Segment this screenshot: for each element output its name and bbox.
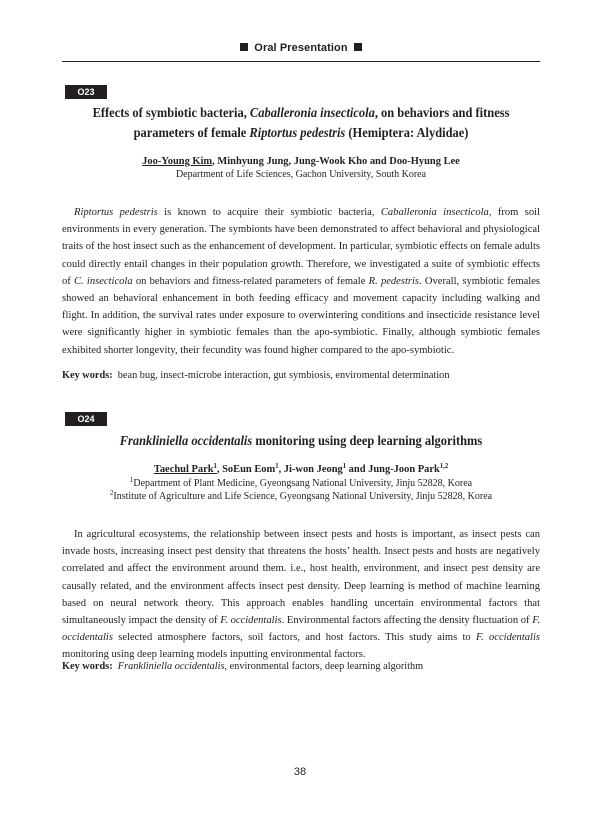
presenting-author: Joo-Young Kim — [142, 155, 213, 167]
abstract-title: Frankliniella occidentalis monitoring using deep learning algorithms — [119, 433, 483, 448]
square-bullet-icon — [240, 43, 248, 51]
section-header — [62, 42, 540, 54]
affiliation: $^1$Department of Plant Medicine, Gyeongsang National University, Jinju 52828, Korea — [129, 476, 473, 489]
keywords-label: Key words: — [62, 370, 113, 381]
keywords: Key words: bean bug, insect-microbe interaction, gut symbiosis, enviromental determination — [62, 370, 450, 381]
affiliation: Department of Life Sciences, Gachon University, South Korea — [175, 169, 427, 180]
header-divider — [62, 61, 540, 62]
presenting-author: Taechul Park$^1$ — [153, 462, 217, 475]
abstract-title: Effects of symbiotic bacteria, Caballeronia insecticola, on behaviors and fitness parameters of female Riptortus pedestris (Hemiptera: Alydidae) — [92, 105, 510, 140]
keywords-label: Key words: — [62, 661, 113, 672]
author-list: Joo-Young Kim, Minhyung Jung, Jung-Wook Kho and Doo-Hyung Lee — [142, 155, 460, 167]
section-header-label: Oral Presentation — [254, 42, 348, 54]
abstract-body: In agricultural ecosystems, the relationship between insect pests and hosts is important, as insect pests can invade hosts, increasing insect pest density that threatens the hosts’ health. Insect pests and hosts are negatively correlated and affect the environment around them. i.e., host health, environment, and insect pest density are causally related, and the environment affects insect pest density. Deep learning is method of machine learning based on neural network theory. This approach enables handling uncertain environmental factors that simultaneously impact the density of F. occidentalis. Environmental factors affecting the density fluctuation of F. occidentalis selected atmosphere factors, soil factors, and host factors. This study aims to F. occidentalis monitoring using deep learning models inputting environmental factors. — [62, 529, 541, 661]
abstract-body: Riptortus pedestris is known to acquire their symbiotic bacteria, Caballeronia insecticola, from soil environments in every generation. The symbionts have been demonstrated to affect behavioral and physiological traits of the host insect such as the enhancement of development. In particular, symbiotic effects on female adults could directly entail changes in their population growth. Therefore, we investigated a suite of symbiotic effects of C. insecticola on behaviors and fitness-related parameters of female R. pedestris. Overall, symbiotic females showed an behavioral enhancement in both feeding efficacy and movement capacity including walking and flight. In addition, the survival rates under exposure to overwintering conditions and insecticide resistance level were significantly higher in symbiotic females than the apo-symbiotic. Finally, although symbiotic females exhibited shorter longevity, their fecundity was found higher compared to the apo-symbiotic. — [62, 207, 541, 356]
affiliation: $^2$Institute of Agriculture and Life Science, Gyeongsang National University, Jinju 52828, Korea — [109, 489, 493, 502]
abstract-id-badge: O23 — [65, 85, 107, 99]
square-bullet-icon — [354, 43, 362, 51]
abstract-id-badge: O24 — [65, 412, 107, 426]
keywords: Key words: Frankliniella occidentalis, environmental factors, deep learning algorithm — [62, 661, 424, 672]
author-list: Taechul Park$^1$, SoEun Eom$^1$, Ji-won Jeong$^1$ and Jung-Joon Park$^{1,2}$ — [153, 462, 449, 475]
page-number: 38 — [293, 766, 307, 778]
